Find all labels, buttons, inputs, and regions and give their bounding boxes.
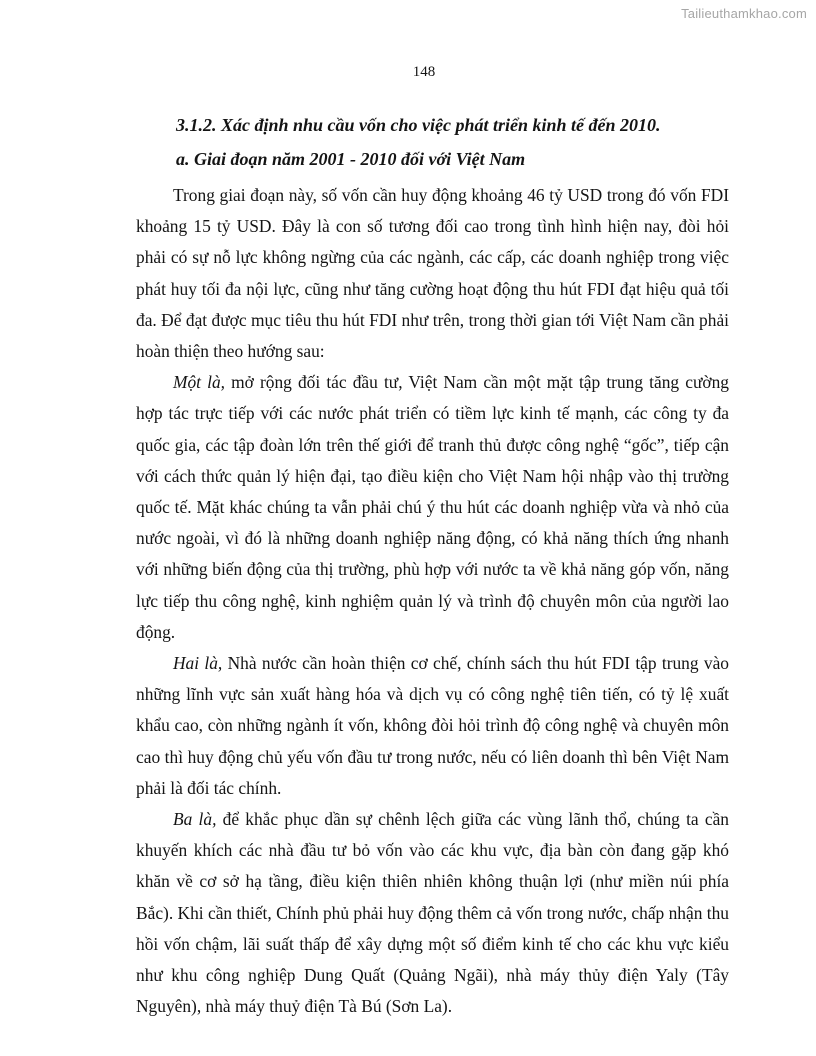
paragraph-ba-la	[136, 804, 729, 1022]
paragraph-hai-la	[136, 648, 729, 804]
page-number: 148	[412, 64, 436, 80]
subsection-heading: a. Giai đoạn năm 2001 - 2010 đối với Việt Nam	[176, 149, 526, 169]
paragraph-lead: Hai là,	[173, 653, 223, 674]
paragraph-text: để khắc phục dần sự chênh lệch giữa các vùng lãnh thổ, chúng ta cần khuyến khích các nhà đầu tư bỏ vốn vào các khu vực, địa bàn còn đang gặp khó khăn về cơ sở hạ tầng, điều kiện thiên nhiên không thuận lợi (như miền núi phía Bắc). Khi cần thiết, Chính phủ phải huy động thêm cả vốn trong nước, chấp nhận thu hồi vốn chậm, lãi suất thấp để xây dựng một số điểm kinh tế cho các khu vực kiểu như khu công nghiệp Dung Quất (Quảng Ngãi), nhà máy thủy điện Yaly (Tây Nguyên), nhà máy thuỷ điện Tà Bú (Sơn La).	[136, 809, 729, 1017]
paragraph-lead: Một là,	[173, 372, 226, 393]
body-text	[136, 180, 729, 1022]
paragraph-mot-la	[136, 367, 729, 648]
paragraph-text: Nhà nước cần hoàn thiện cơ chế, chính sách thu hút FDI tập trung vào những lĩnh vực sản xuất hàng hóa và dịch vụ có công nghệ tiên tiến, có tỷ lệ xuất khẩu cao, còn những ngành ít vốn, không đòi hỏi trình độ công nghệ và chuyên môn cao thì huy động chủ yếu vốn đầu tư trong nước, nếu có liên doanh thì bên Việt Nam phải là đối tác chính.	[136, 653, 729, 798]
paragraph-lead: Ba là,	[173, 809, 217, 830]
paragraph-text: Trong giai đoạn này, số vốn cần huy động khoảng 46 tỷ USD trong đó vốn FDI khoảng 15 tỷ USD. Đây là con số tương đối cao trong tình hình hiện nay, đòi hỏi phải có sự nỗ lực không ngừng của các ngành, các cấp, các doanh nghiệp trong việc phát huy tối đa nội lực, cũng như tăng cường hoạt động thu hút FDI đạt hiệu quả tối đa. Để đạt được mục tiêu thu hút FDI như trên, trong thời gian tới Việt Nam cần phải hoàn thiện theo hướng sau:	[136, 185, 729, 362]
watermark: Tailieuthamkhao.com	[681, 6, 807, 21]
paragraph-intro	[136, 180, 729, 367]
paragraph-text: mở rộng đối tác đầu tư, Việt Nam cần một mặt tập trung tăng cường hợp tác trực tiếp với các nước phát triển có tiềm lực kinh tế mạnh, các công ty đa quốc gia, các tập đoàn lớn trên thế giới để tranh thủ được công nghệ “gốc”, tiếp cận với cách thức quản lý hiện đại, tạo điều kiện cho Việt Nam hội nhập vào thị trường quốc tế. Mặt khác chúng ta vẫn phải chú ý thu hút các doanh nghiệp vừa và nhỏ của nước ngoài, vì đó là những doanh nghiệp năng động, có khả năng thích ứng nhanh với những biến động của thị trường, phù hợp với nước ta về khả năng góp vốn, năng lực tiếp thu công nghệ, kinh nghiệm quản lý và trình độ chuyên môn của người lao động.	[136, 372, 729, 642]
section-heading: 3.1.2. Xác định nhu cầu vốn cho việc phát triển kinh tế đến 2010.	[176, 115, 661, 135]
